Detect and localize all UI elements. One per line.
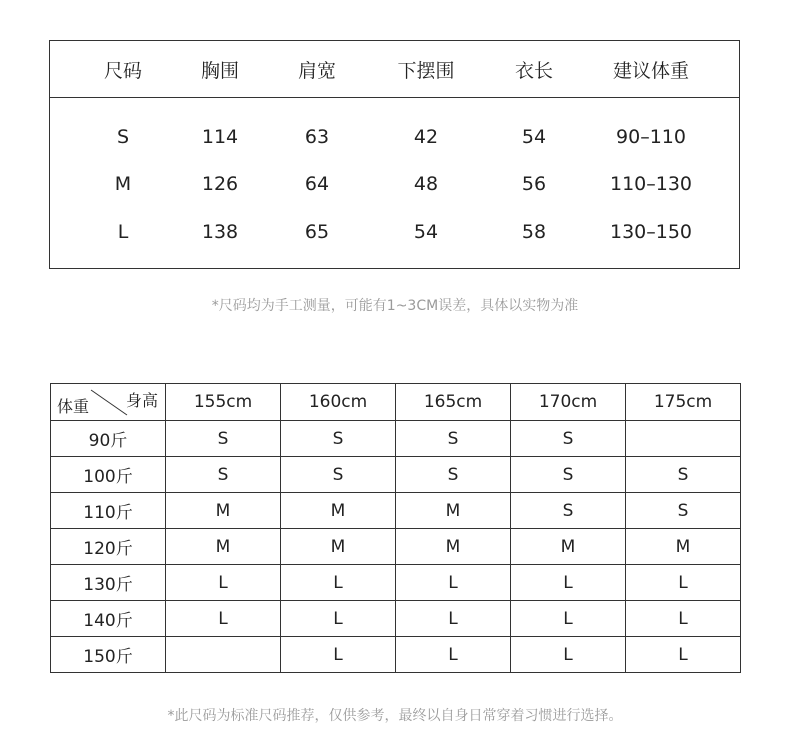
table-cell: S <box>116 126 130 148</box>
size-cell: S <box>511 457 626 493</box>
weight-label: 140斤 <box>51 601 166 637</box>
table-cell: M <box>114 173 132 195</box>
table-cell: 126 <box>201 173 239 195</box>
size-cell <box>166 637 281 673</box>
size-cell: M <box>166 529 281 565</box>
table-cell: 56 <box>521 173 547 195</box>
size-cell: L <box>166 565 281 601</box>
weight-label: 100斤 <box>51 457 166 493</box>
measurement-note: *尺码均为手工测量，可能有1~3CM误差，具体以实物为准 <box>211 298 579 314</box>
table-cell: 64 <box>304 173 330 195</box>
header-shoulder: 肩宽 <box>297 60 337 82</box>
table-cell: 54 <box>521 126 547 148</box>
table-row <box>51 493 741 529</box>
corner-header-cell <box>51 384 166 421</box>
size-cell: M <box>511 529 626 565</box>
size-cell: L <box>281 601 396 637</box>
size-cell: L <box>626 637 741 673</box>
weight-axis-label: 体重 <box>57 397 90 416</box>
size-cell: S <box>166 421 281 457</box>
size-chart-header-row <box>50 41 739 98</box>
header-hem: 下摆围 <box>397 60 455 82</box>
size-cell: S <box>396 457 511 493</box>
size-cell: L <box>626 565 741 601</box>
height-header: 165cm <box>396 384 511 421</box>
table-row <box>51 457 741 493</box>
size-cell: S <box>281 421 396 457</box>
table-cell: 65 <box>304 221 330 243</box>
size-cell: M <box>396 529 511 565</box>
table-row <box>51 421 741 457</box>
height-header: 155cm <box>166 384 281 421</box>
header-chest: 胸围 <box>200 60 240 82</box>
table-cell: 110–130 <box>609 173 693 195</box>
size-cell: L <box>396 565 511 601</box>
size-cell: M <box>281 529 396 565</box>
weight-label: 150斤 <box>51 637 166 673</box>
size-cell: S <box>511 493 626 529</box>
table-row <box>51 529 741 565</box>
table-cell: 48 <box>413 173 439 195</box>
size-cell: L <box>511 565 626 601</box>
size-cell: L <box>166 601 281 637</box>
table-cell: 63 <box>304 126 330 148</box>
height-axis-label: 身高 <box>125 391 158 410</box>
size-cell: S <box>281 457 396 493</box>
table-cell: 114 <box>201 126 239 148</box>
size-cell: S <box>626 457 741 493</box>
size-cell: L <box>626 601 741 637</box>
size-cell <box>626 421 741 457</box>
table-cell: 42 <box>413 126 439 148</box>
table-row <box>51 637 741 673</box>
size-recommendation-table <box>50 383 741 673</box>
size-cell: M <box>166 493 281 529</box>
size-cell: M <box>281 493 396 529</box>
weight-label: 90斤 <box>51 421 166 457</box>
header-length: 衣长 <box>514 60 554 82</box>
size-cell: S <box>396 421 511 457</box>
table-cell: 54 <box>413 221 439 243</box>
height-header: 175cm <box>626 384 741 421</box>
size-cell: S <box>511 421 626 457</box>
size-cell: L <box>511 637 626 673</box>
height-header: 170cm <box>511 384 626 421</box>
weight-label: 130斤 <box>51 565 166 601</box>
size-chart-table <box>49 40 740 269</box>
recommendation-note: *此尺码为标准尺码推荐，仅供参考，最终以自身日常穿着习惯进行选择。 <box>167 708 623 724</box>
size-cell: L <box>281 565 396 601</box>
header-size: 尺码 <box>103 60 143 82</box>
size-cell: M <box>396 493 511 529</box>
size-cell: L <box>511 601 626 637</box>
size-cell: L <box>396 637 511 673</box>
table-cell: L <box>117 221 129 243</box>
weight-label: 120斤 <box>51 529 166 565</box>
size-cell: M <box>626 529 741 565</box>
size-cell: L <box>281 637 396 673</box>
table-cell: 138 <box>201 221 239 243</box>
table-row <box>51 565 741 601</box>
table-cell: 58 <box>521 221 547 243</box>
size-cell: S <box>166 457 281 493</box>
header-weight: 建议体重 <box>612 60 690 82</box>
size-cell: S <box>626 493 741 529</box>
size-cell: L <box>396 601 511 637</box>
table-header-row <box>51 384 741 421</box>
table-row <box>51 601 741 637</box>
table-cell: 130–150 <box>609 221 693 243</box>
table-cell: 90–110 <box>616 126 686 148</box>
weight-label: 110斤 <box>51 493 166 529</box>
height-header: 160cm <box>281 384 396 421</box>
